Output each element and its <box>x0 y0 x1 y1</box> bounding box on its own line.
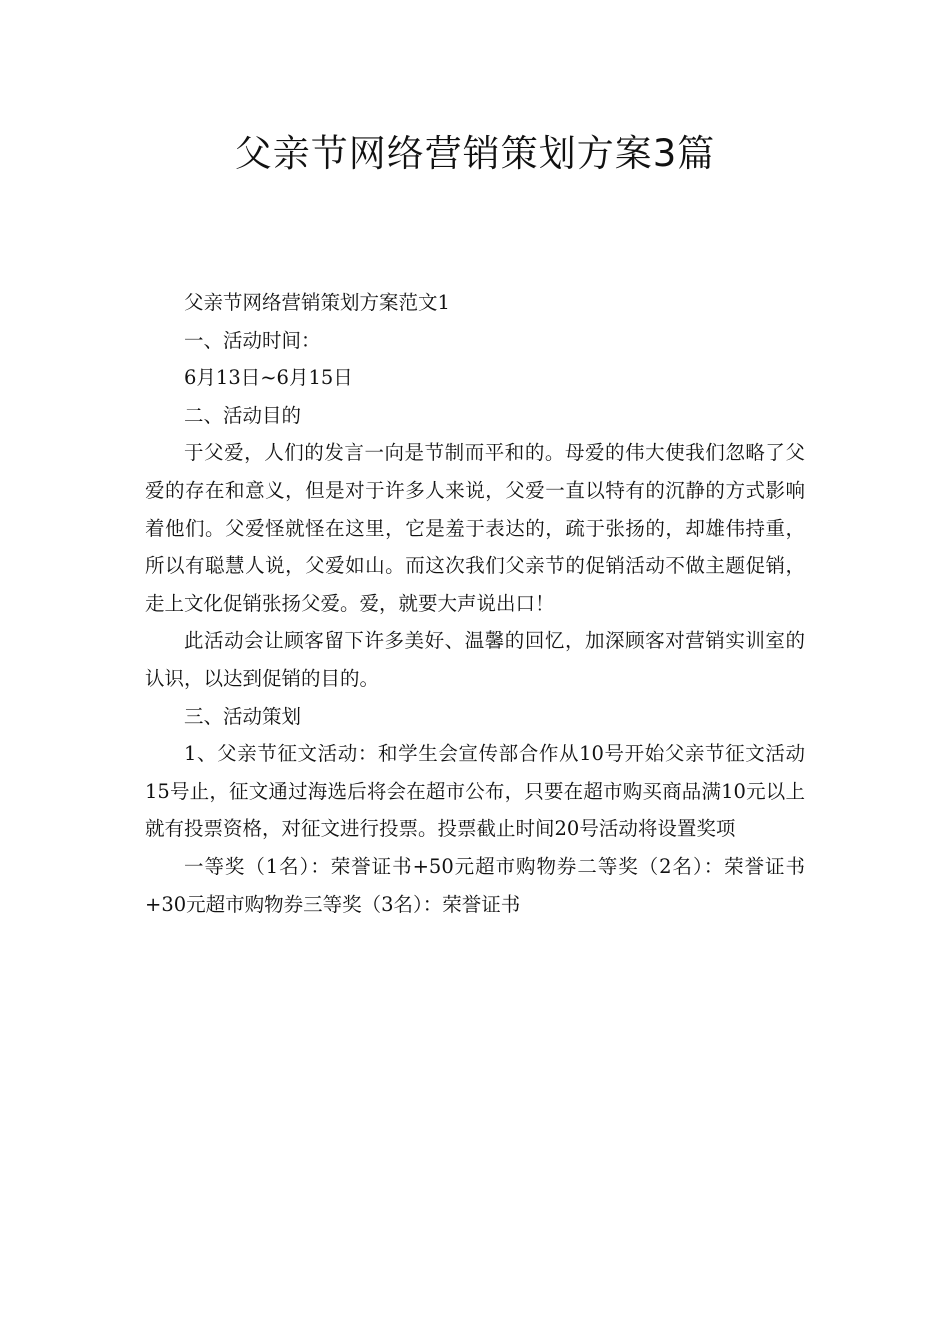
section-heading: 一、活动时间： <box>184 328 321 352</box>
paragraph: 一等奖（1名）：荣誉证书+50元超市购物券二等奖（2名）：荣誉证书+30元超市购物券三等奖（3名）：荣誉证书 <box>145 854 805 916</box>
section-heading: 父亲节网络营销策划方案范文1 <box>184 291 450 314</box>
paragraph: 此活动会让顾客留下许多美好、温馨的回忆，加深顾客对营销实训室的认识，以达到促销的目的。 <box>145 629 805 690</box>
paragraph: 1、父亲节征文活动：和学生会宣传部合作从10号开始父亲节征文活动15号止，征文通过海选后将会在超市公布，只要在超市购买商品满10元以上就有投票资格，对征文进行投票。投票截止时间20号活动将设置奖项 <box>145 742 805 841</box>
paragraph: 于父爱，人们的发言一向是节制而平和的。母爱的伟大使我们忽略了父爱的存在和意义，但是对于许多人来说，父爱一直以特有的沉静的方式影响着他们。父爱怪就怪在这里，它是羞于表达的，疏于张扬的，却雄伟持重，所以有聪慧人说，父爱如山。而这次我们父亲节的促销活动不做主题促销，走上文化促销张扬父爱。爱，就要大声说出口！ <box>145 441 805 615</box>
document-body <box>145 284 805 923</box>
section-heading: 三、活动策划 <box>184 704 302 728</box>
paragraph: 6月13日~6月15日 <box>184 366 353 390</box>
document-title: 父亲节网络营销策划方案3篇 <box>234 132 716 175</box>
section-heading: 二、活动目的 <box>184 403 302 427</box>
